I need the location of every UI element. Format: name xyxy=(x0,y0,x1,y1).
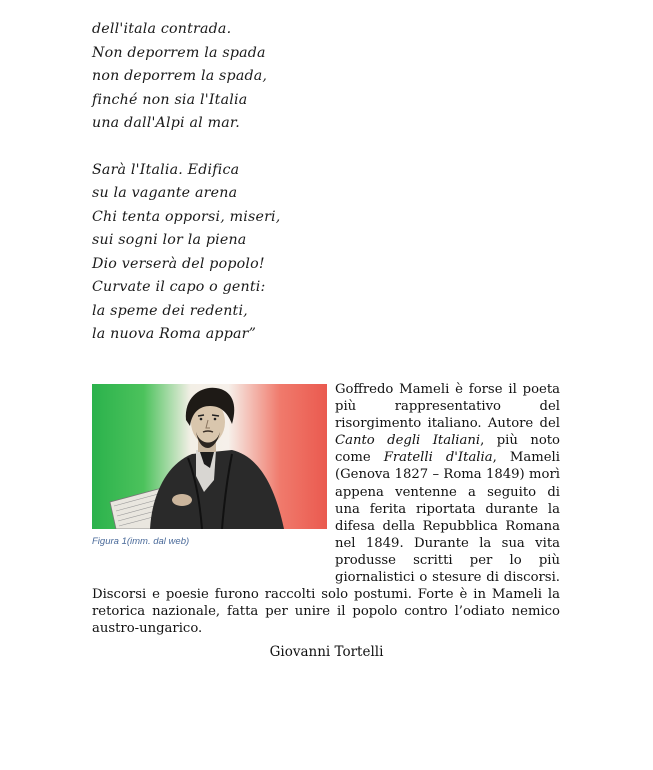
poem-line: Dio verserà del popolo! xyxy=(92,255,265,272)
poem-line: Sarà l'Italia. Edifica xyxy=(92,161,240,178)
biography-text-part: , Mameli (Genova 1827 – Roma 1849) morì appena ventenne a seguito di una ferita riportata durante la difesa della Repubblica Romana nel 1849. Durante la sua vita produsse scritti per lo più giornalistici o stesure di discorsi. Discorsi e poesie furono raccolti solo postumi. Forte è in Mameli la retorica nazionale, fatta per unire il popolo contro l’odiato nemico austro-ungarico. xyxy=(92,450,560,637)
work-title-fratelli: Fratelli d'Italia xyxy=(383,450,493,466)
poem-line: sui sogni lor la piena xyxy=(92,232,247,248)
figure-wrap-spacer xyxy=(92,381,335,575)
poem-stanza-2 xyxy=(92,159,392,347)
poem-line: Curvate il capo o genti: xyxy=(92,279,266,295)
poem-line: la speme dei redenti, xyxy=(92,302,248,319)
poem-line: dell'itala contrada. xyxy=(92,21,232,37)
poem-line: Non deporrem la spada xyxy=(92,44,266,61)
poem-line: Chi tenta opporsi, miseri, xyxy=(92,208,281,225)
work-title-canto: Canto degli Italiani xyxy=(335,433,481,449)
figure-caption: Figura 1(imm. dal web) xyxy=(92,536,190,547)
biography-text xyxy=(92,381,560,637)
poem-line: finché non sia l'Italia xyxy=(92,91,248,108)
poem-excerpt xyxy=(92,18,392,347)
poem-line: la nuova Roma appar” xyxy=(92,326,257,342)
poem-line: su la vagante arena xyxy=(92,185,238,201)
poem-line: non deporrem la spada, xyxy=(92,68,268,84)
author-signature: Giovanni Tortelli xyxy=(269,644,384,660)
poem-line: una dall'Alpi al mar. xyxy=(92,115,241,131)
biography-text-part: , più noto come xyxy=(335,433,561,466)
biography-text-part: Goffredo Mameli è forse il poeta più rappresentativo del risorgimento italiano. Autore del xyxy=(335,382,560,432)
poem-stanza-1 xyxy=(92,18,392,136)
